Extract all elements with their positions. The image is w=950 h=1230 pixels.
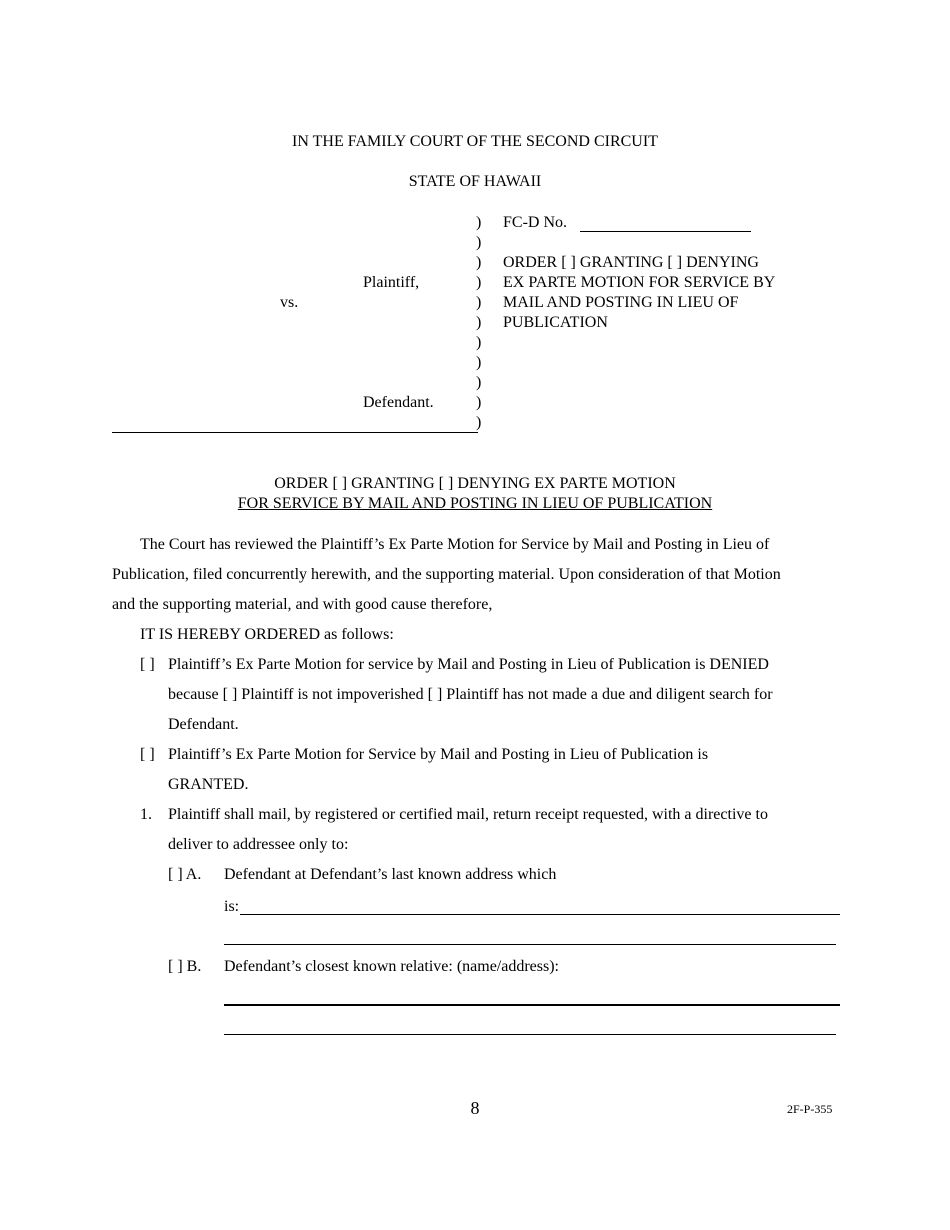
caption-paren: ) [476, 374, 482, 391]
ordered-heading: IT IS HEREBY ORDERED as follows: [140, 626, 394, 643]
caption-title-line: MAIL AND POSTING IN LIEU OF [503, 294, 739, 311]
caption-paren: ) [476, 334, 482, 351]
case-number-label: FC-D No. [503, 214, 568, 231]
item-1-line: Plaintiff shall mail, by registered or certified mail, return receipt requested, with a directive to [168, 806, 768, 823]
caption-title-line: ORDER [ ] GRANTING [ ] DENYING [503, 254, 759, 271]
item-1-line: deliver to addressee only to: [168, 836, 349, 853]
option-a-address-field-2[interactable] [224, 944, 836, 945]
court-name: IN THE FAMILY COURT OF THE SECOND CIRCUIT [292, 133, 658, 150]
option-a-is-label: is: [224, 898, 240, 915]
intro-line: The Court has reviewed the Plaintiff’s Ex Parte Motion for Service by Mail and Posting in Lieu of [140, 536, 770, 553]
defendant-label: Defendant. [363, 394, 434, 411]
option-b-checkbox[interactable]: [ ] B. [168, 958, 202, 975]
denied-line: Defendant. [168, 716, 239, 733]
option-b-relative-field[interactable] [224, 1004, 840, 1006]
intro-line: Publication, filed concurrently herewith, and the supporting material. Upon consideration of that Motion [112, 566, 781, 583]
item-1-number: 1. [140, 806, 152, 823]
caption-paren: ) [476, 354, 482, 371]
granted-line: Plaintiff’s Ex Parte Motion for Service by Mail and Posting in Lieu of Publication is [168, 746, 709, 763]
plaintiff-label: Plaintiff, [363, 274, 420, 291]
caption-paren: ) [476, 234, 482, 251]
vs-label: vs. [280, 294, 299, 311]
denied-line: Plaintiff’s Ex Parte Motion for service by Mail and Posting in Lieu of Publication is DENIED [168, 656, 769, 673]
caption-paren: ) [476, 414, 482, 431]
granted-checkbox[interactable]: [ ] [140, 746, 155, 763]
intro-line: and the supporting material, and with good cause therefore, [112, 596, 493, 613]
caption-title-line: PUBLICATION [503, 314, 608, 331]
caption-paren: ) [476, 254, 482, 271]
option-a-text: Defendant at Defendant’s last known address which [224, 866, 557, 883]
caption-paren: ) [476, 214, 482, 231]
state-name: STATE OF HAWAII [408, 173, 542, 190]
document-title-line2-text: FOR SERVICE BY MAIL AND POSTING IN LIEU OF PUBLICATION [237, 495, 713, 512]
denied-line: because [ ] Plaintiff is not impoverished [ ] Plaintiff has not made a due and diligent search for [168, 686, 773, 703]
document-title-line2 [0, 494, 950, 514]
caption-paren: ) [476, 394, 482, 411]
form-code: 2F-P-355 [787, 1102, 833, 1116]
granted-line: GRANTED. [168, 776, 249, 793]
option-b-relative-field-2[interactable] [224, 1034, 836, 1035]
caption-paren: ) [476, 274, 482, 291]
denied-checkbox[interactable]: [ ] [140, 656, 155, 673]
option-a-checkbox[interactable]: [ ] A. [168, 866, 202, 883]
option-a-address-field[interactable] [240, 914, 840, 915]
caption-paren: ) [476, 314, 482, 331]
case-number-field[interactable] [580, 231, 751, 232]
option-b-text: Defendant’s closest known relative: (name/address): [224, 958, 559, 975]
document-title-line1: ORDER [ ] GRANTING [ ] DENYING EX PARTE MOTION [274, 475, 676, 492]
caption-title-line: EX PARTE MOTION FOR SERVICE BY [503, 274, 776, 291]
caption-bottom-rule [112, 432, 478, 433]
caption-paren: ) [476, 294, 482, 311]
page-number: 8 [470, 1098, 480, 1118]
